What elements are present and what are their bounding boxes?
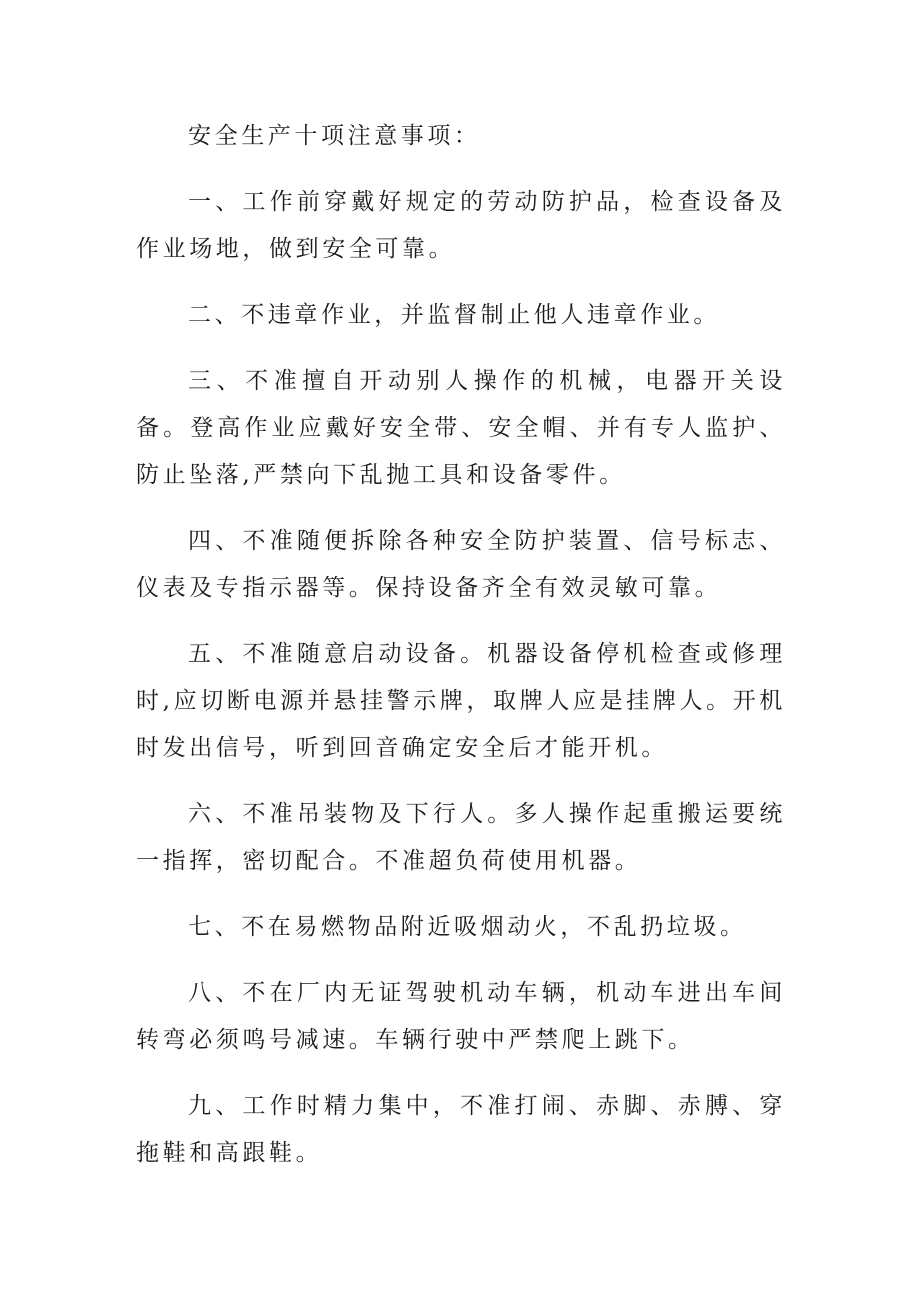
list-item: 四、不准随便拆除各种安全防护装置、信号标志、仪表及专指示器等。保持设备齐全有效灵敏可靠。: [136, 528, 786, 601]
list-item: 八、不在厂内无证驾驶机动车辆，机动车进出车间转弯必须鸣号减速。车辆行驶中严禁爬上跳下。: [136, 980, 786, 1053]
list-item: 一、工作前穿戴好规定的劳动防护品，检查设备及作业场地，做到安全可靠。: [136, 189, 786, 262]
document-title: 安全生产十项注意事项：: [188, 123, 481, 149]
list-item: 九、工作时精力集中，不准打闹、赤脚、赤膊、穿拖鞋和高跟鞋。: [136, 1093, 786, 1166]
list-item: 三、不准擅自开动别人操作的机械，电器开关设备。登高作业应戴好安全带、安全帽、并有专人监护、防止坠落,严禁向下乱抛工具和设备零件。: [136, 368, 786, 488]
list-item: 七、不在易燃物品附近吸烟动火，不乱扔垃圾。: [188, 914, 747, 940]
list-item: 二、不违章作业，并监督制止他人违章作业。: [188, 302, 720, 328]
list-item: 六、不准吊装物及下行人。多人操作起重搬运要统一指挥，密切配合。不准超负荷使用机器。: [136, 801, 786, 874]
list-item: 五、不准随意启动设备。机器设备停机检查或修理时,应切断电源并悬挂警示牌，取牌人应是挂牌人。开机时发出信号，听到回音确定安全后才能开机。: [136, 641, 786, 761]
document-page: [136, 113, 786, 1196]
